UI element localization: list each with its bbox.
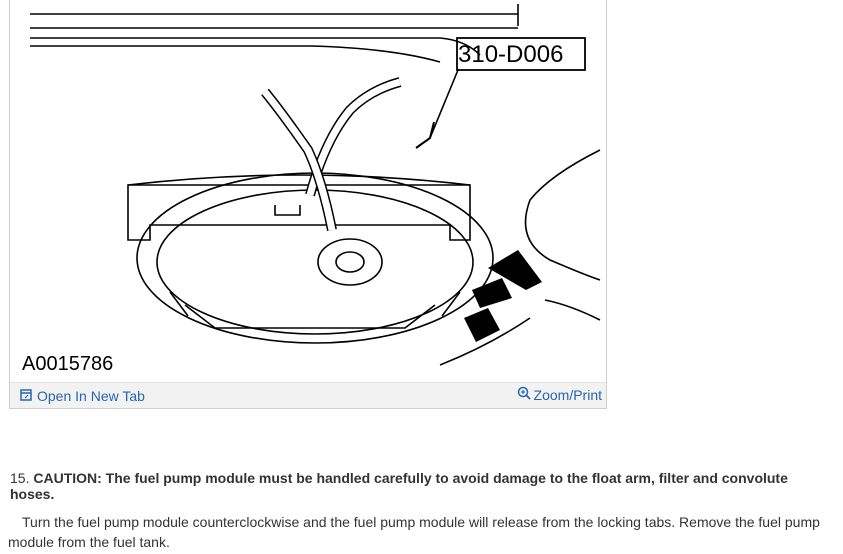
figure-container — [9, 0, 607, 409]
step-number: 15. — [10, 470, 30, 486]
open-in-new-tab-link[interactable] — [20, 388, 145, 404]
step-caution — [10, 470, 830, 502]
figure-toolbar — [10, 382, 606, 408]
zoom-print-label: Zoom/Print — [533, 386, 602, 403]
caution-text: CAUTION: The fuel pump module must be handled carefully to avoid damage to the float arm, filter and convolute hoses. — [10, 470, 788, 502]
zoom-print-link[interactable] — [517, 386, 602, 403]
fuel-pump-diagram[interactable] — [10, 0, 606, 382]
step-instruction: Turn the fuel pump module counterclockwise and the fuel pump module will release from the locking tabs. Remove the fuel pump module from the fuel tank. — [8, 514, 820, 550]
image-id-label: A0015786 — [22, 353, 114, 375]
open-in-new-tab-label: Open In New Tab — [37, 388, 145, 404]
diagram-illustration — [10, 0, 606, 382]
callout-label: 310-D006 — [458, 41, 564, 68]
open-in-new-tab-icon — [20, 388, 32, 404]
zoom-magnifier-icon — [517, 386, 531, 403]
